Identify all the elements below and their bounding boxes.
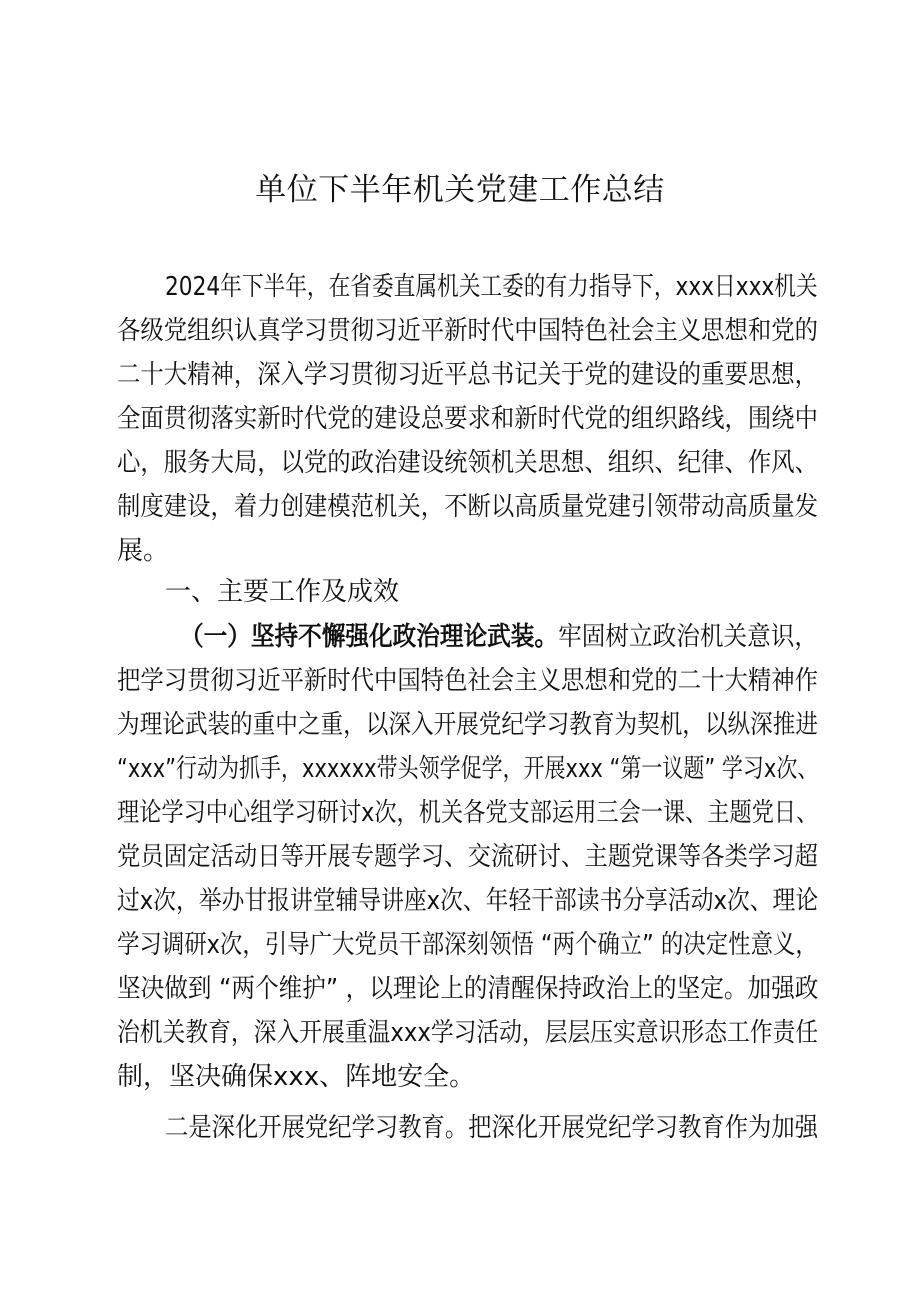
intro-line-1: 2024年下半年，在省委直属机关工委的有力指导下，xxx日xxx机关: [165, 272, 818, 302]
body-line-10: 制，坚决确保xxx、阵地安全。: [117, 1062, 476, 1092]
intro-line-4: 全面贯彻落实新时代党的建设总要求和新时代党的组织路线，围绕中: [117, 404, 819, 434]
body-line-1: 把学习贯彻习近平新时代中国特色社会主义思想和党的二十大精神作: [117, 666, 819, 696]
body-line-7: 学习调研x次，引导广大党员干部深刻领悟 “两个确立” 的决定性意义，: [117, 930, 818, 960]
next-paragraph-line: 二是深化开展党纪学习教育。把深化开展党纪学习教育作为加强: [165, 1113, 819, 1143]
intro-line-3: 二十大精神，深入学习贯彻习近平总书记关于党的建设的重要思想，: [117, 360, 819, 390]
body-line-3: “xxx”行动为抓手，xxxxxx带头领学促学，开展xxx “第一议题” 学习x次、: [117, 754, 819, 784]
subsection-first-line-text: 牢固树立政治机关意识，: [558, 622, 819, 652]
body-line-6: 过x次，举办甘报讲堂辅导讲座x次、年轻干部读书分享活动x次、理论: [117, 886, 819, 916]
body-line-5: 党员固定活动日等开展专题学习、交流研讨、主题党课等各类学习超: [117, 842, 819, 872]
intro-line-7: 展。: [117, 536, 170, 566]
body-line-2: 为理论武装的重中之重，以深入开展党纪学习教育为契机，以纵深推进: [117, 710, 818, 740]
intro-line-6: 制度建设，着力创建模范机关，不断以高质量党建引领带动高质量发: [117, 492, 819, 522]
intro-line-5: 心，服务大局，以党的政治建设统领机关思想、组织、纪律、作风、: [117, 448, 819, 478]
body-line-9: 治机关教育，深入开展重温xxx学习活动，层层压实意识形态工作责任: [117, 1018, 819, 1048]
document-title: 单位下半年机关党建工作总结: [255, 172, 665, 208]
body-line-4: 理论学习中心组学习研讨x次，机关各党支部运用三会一课、主题党日、: [117, 798, 819, 828]
intro-line-2: 各级党组织认真学习贯彻习近平新时代中国特色社会主义思想和党的: [117, 316, 819, 346]
subsection-first-line: [180, 617, 818, 657]
body-line-8: 坚决做到 “两个维护” ，以理论上的清醒保持政治上的坚定。加强政: [117, 974, 819, 1004]
subsection-heading: （一）坚持不懈强化政治理论武装。: [180, 622, 559, 652]
section-heading: 一、主要工作及成效: [165, 577, 400, 607]
